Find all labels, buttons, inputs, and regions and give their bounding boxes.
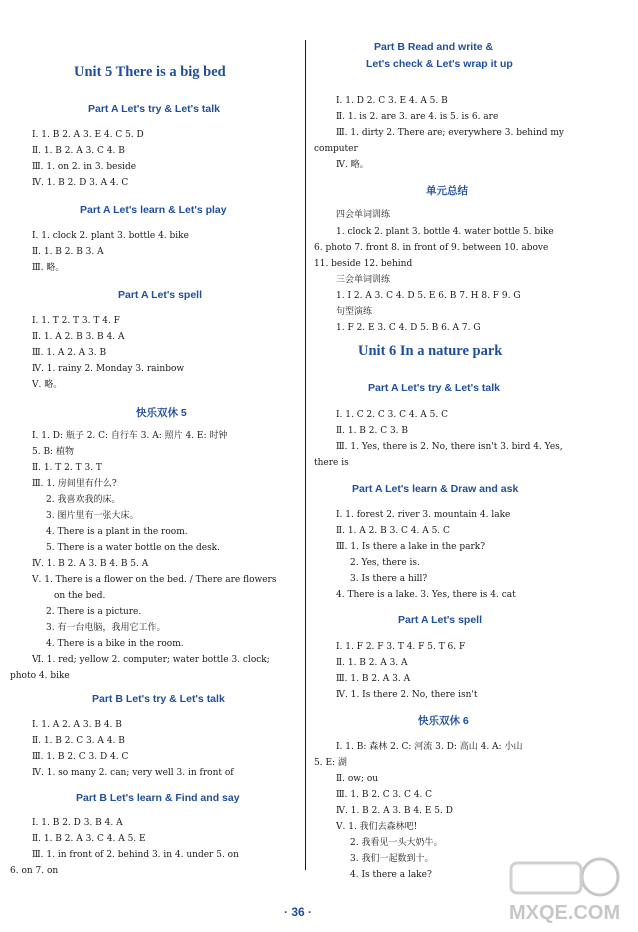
answer-line: Ⅲ. 1. A 2. A 3. B [32, 348, 107, 358]
answer-line: 3. 有一台电脑，我用它工作。 [46, 623, 166, 633]
answer-line: Ⅱ. 1. B 2. B 3. A [32, 247, 104, 257]
column-divider [305, 40, 306, 870]
answer-line: 4. There is a plant in the room. [46, 527, 188, 537]
unit6-part-a-try-heading: Part A Let's try & Let's talk [368, 382, 501, 394]
answer-line: Ⅰ. 1. F 2. F 3. T 4. F 5. T 6. F [336, 642, 466, 652]
answer-line: Ⅰ. 1. B 2. A 3. E 4. C 5. D [32, 130, 144, 140]
answer-line: Ⅱ. 1. is 2. are 3. are 4. is 5. is 6. are [336, 112, 499, 122]
answer-line: 四会单词训练 [336, 210, 391, 220]
answer-line: Ⅴ. 1. 我们去森林吧! [336, 822, 418, 832]
answer-line: Ⅴ. 略。 [32, 380, 63, 390]
answer-line: 1. F 2. E 3. C 4. D 5. B 6. A 7. G [336, 323, 481, 333]
part-b-try-heading: Part B Let's try & Let's talk [92, 693, 225, 705]
unit6-part-a-spell-heading: Part A Let's spell [398, 614, 482, 626]
part-a-learn-heading: Part A Let's learn & Let's play [80, 204, 227, 216]
answer-line: Ⅳ. 1. so many 2. can; very well 3. in front of [32, 768, 234, 778]
answer-line: Ⅰ. 1. D 2. C 3. E 4. A 5. B [336, 96, 448, 106]
answer-line: 5. There is a water bottle on the desk. [46, 543, 220, 553]
watermark-text: MXQE.COM [509, 902, 621, 924]
answer-line: Ⅱ. 1. B 2. A 3. A [336, 658, 408, 668]
answer-line: 1. I 2. A 3. C 4. D 5. E 6. B 7. H 8. F 9. G [336, 291, 521, 301]
answer-line: Ⅱ. 1. T 2. T 3. T [32, 463, 102, 473]
answer-line: 5. E: 湖 [314, 758, 347, 768]
answer-line: Ⅰ. 1. forest 2. river 3. mountain 4. lake [336, 510, 511, 520]
answer-line: 5. B: 植物 [32, 447, 74, 457]
answer-line: Ⅳ. 1. B 2. D 3. A 4. C [32, 178, 129, 188]
answer-line: Ⅲ. 1. Yes, there is 2. No, there isn't 3. bird 4. Yes, [336, 442, 563, 452]
answer-line: Ⅱ. 1. B 2. A 3. C 4. B [32, 146, 125, 156]
answer-line: Ⅵ. 1. red; yellow 2. computer; water bottle 3. clock; [32, 655, 270, 665]
answer-line: Ⅱ. ow; ou [336, 774, 379, 784]
answer-line: Ⅲ. 略。 [32, 263, 65, 273]
answer-line: 句型演练 [336, 307, 373, 317]
answer-line: 4. There is a bike in the room. [46, 639, 184, 649]
answer-line: 2. There is a picture. [46, 607, 142, 617]
answer-line: Ⅳ. 1. rainy 2. Monday 3. rainbow [32, 364, 185, 374]
answer-line: Ⅲ. 1. 房间里有什么? [32, 479, 117, 489]
answer-line: 3. 我们一起数到十。 [350, 854, 434, 864]
answer-line: 1. clock 2. plant 3. bottle 4. water bottle 5. bike [336, 227, 554, 237]
part-a-try-heading: Part A Let's try & Let's talk [88, 103, 221, 115]
answer-line: Ⅳ. 1. B 2. A 3. B 4. B 5. A [32, 559, 149, 569]
answer-line: Ⅲ. 1. B 2. C 3. D 4. C [32, 752, 129, 762]
answer-line: Ⅰ. 1. A 2. A 3. B 4. B [32, 720, 122, 730]
answer-line: Ⅱ. 1. B 2. C 3. B [336, 426, 409, 436]
watermark-logo [505, 855, 625, 925]
answer-line: Ⅰ. 1. B: 森林 2. C: 河流 3. D: 高山 4. A: 小山 [336, 742, 523, 752]
answer-line: 6. on 7. on [10, 866, 59, 876]
answer-line: Ⅰ. 1. T 2. T 3. T 4. F [32, 316, 120, 326]
answer-line: Ⅲ. 1. B 2. C 3. C 4. C [336, 790, 433, 800]
part-b-learn-heading: Part B Let's learn & Find and say [76, 792, 240, 804]
answer-line: 6. photo 7. front 8. in front of 9. between 10. above [314, 243, 549, 253]
unit-5-title: Unit 5 There is a big bed [74, 64, 226, 80]
answer-line: 11. beside 12. behind [314, 259, 413, 269]
answer-line: 2. Yes, there is. [350, 558, 420, 568]
answer-line: 三会单词训练 [336, 275, 391, 285]
answer-line: Ⅲ. 1. Is there a lake in the park? [336, 542, 486, 552]
answer-line: Ⅳ. 略。 [336, 160, 369, 170]
happy-weekend-5-heading: 快乐双休 5 [136, 407, 187, 419]
answer-line: 2. 我看见一头大奶牛。 [350, 838, 443, 848]
answer-line: Ⅳ. 1. Is there 2. No, there isn't [336, 690, 478, 700]
unit-summary-heading: 单元总结 [426, 185, 468, 197]
answer-line: on the bed. [54, 591, 106, 601]
answer-line: 4. Is there a lake? [350, 870, 432, 880]
answer-line: 3. Is there a hill? [350, 574, 428, 584]
page-number: · 36 · [284, 905, 313, 919]
answer-line: Ⅳ. 1. B 2. A 3. B 4. E 5. D [336, 806, 453, 816]
answer-line: 4. There is a lake. 3. Yes, there is 4. cat [336, 590, 516, 600]
answer-line: photo 4. bike [10, 671, 70, 681]
answer-line: 2. 我喜欢我的床。 [46, 495, 121, 505]
answer-line: 3. 图片里有一张大床。 [46, 511, 139, 521]
answer-line: Ⅴ. 1. There is a flower on the bed. / There are flowers [32, 575, 277, 585]
unit6-part-a-learn-heading: Part A Let's learn & Draw and ask [352, 483, 519, 495]
part-b-read-heading-1: Part B Read and write & [374, 41, 494, 53]
answer-line: Ⅱ. 1. B 2. A 3. C 4. A 5. E [32, 834, 146, 844]
answer-line: Ⅲ. 1. dirty 2. There are; everywhere 3. behind my [336, 128, 564, 138]
answer-line: computer [314, 144, 358, 154]
happy-weekend-6-heading: 快乐双休 6 [418, 715, 469, 727]
left-column [0, 0, 300, 900]
answer-line: Ⅲ. 1. B 2. A 3. A [336, 674, 411, 684]
answer-line: Ⅲ. 1. on 2. in 3. beside [32, 162, 137, 172]
answer-line: Ⅱ. 1. B 2. C 3. A 4. B [32, 736, 125, 746]
part-b-read-heading-2: Let's check & Let's wrap it up [366, 58, 513, 70]
answer-line: Ⅰ. 1. B 2. D 3. B 4. A [32, 818, 123, 828]
unit-6-title: Unit 6 In a nature park [358, 343, 503, 359]
part-a-spell-heading: Part A Let's spell [118, 289, 202, 301]
answer-line: Ⅰ. 1. D: 瓶子 2. C: 自行车 3. A: 照片 4. E: 时钟 [32, 431, 228, 441]
answer-line: Ⅰ. 1. C 2. C 3. C 4. A 5. C [336, 410, 449, 420]
answer-line: Ⅰ. 1. clock 2. plant 3. bottle 4. bike [32, 231, 189, 241]
answer-line: Ⅱ. 1. A 2. B 3. C 4. A 5. C [336, 526, 450, 536]
answer-line: Ⅲ. 1. in front of 2. behind 3. in 4. under 5. on [32, 850, 239, 860]
answer-line: Ⅱ. 1. A 2. B 3. B 4. A [32, 332, 125, 342]
answer-line: there is [314, 458, 349, 468]
right-column [310, 0, 610, 900]
